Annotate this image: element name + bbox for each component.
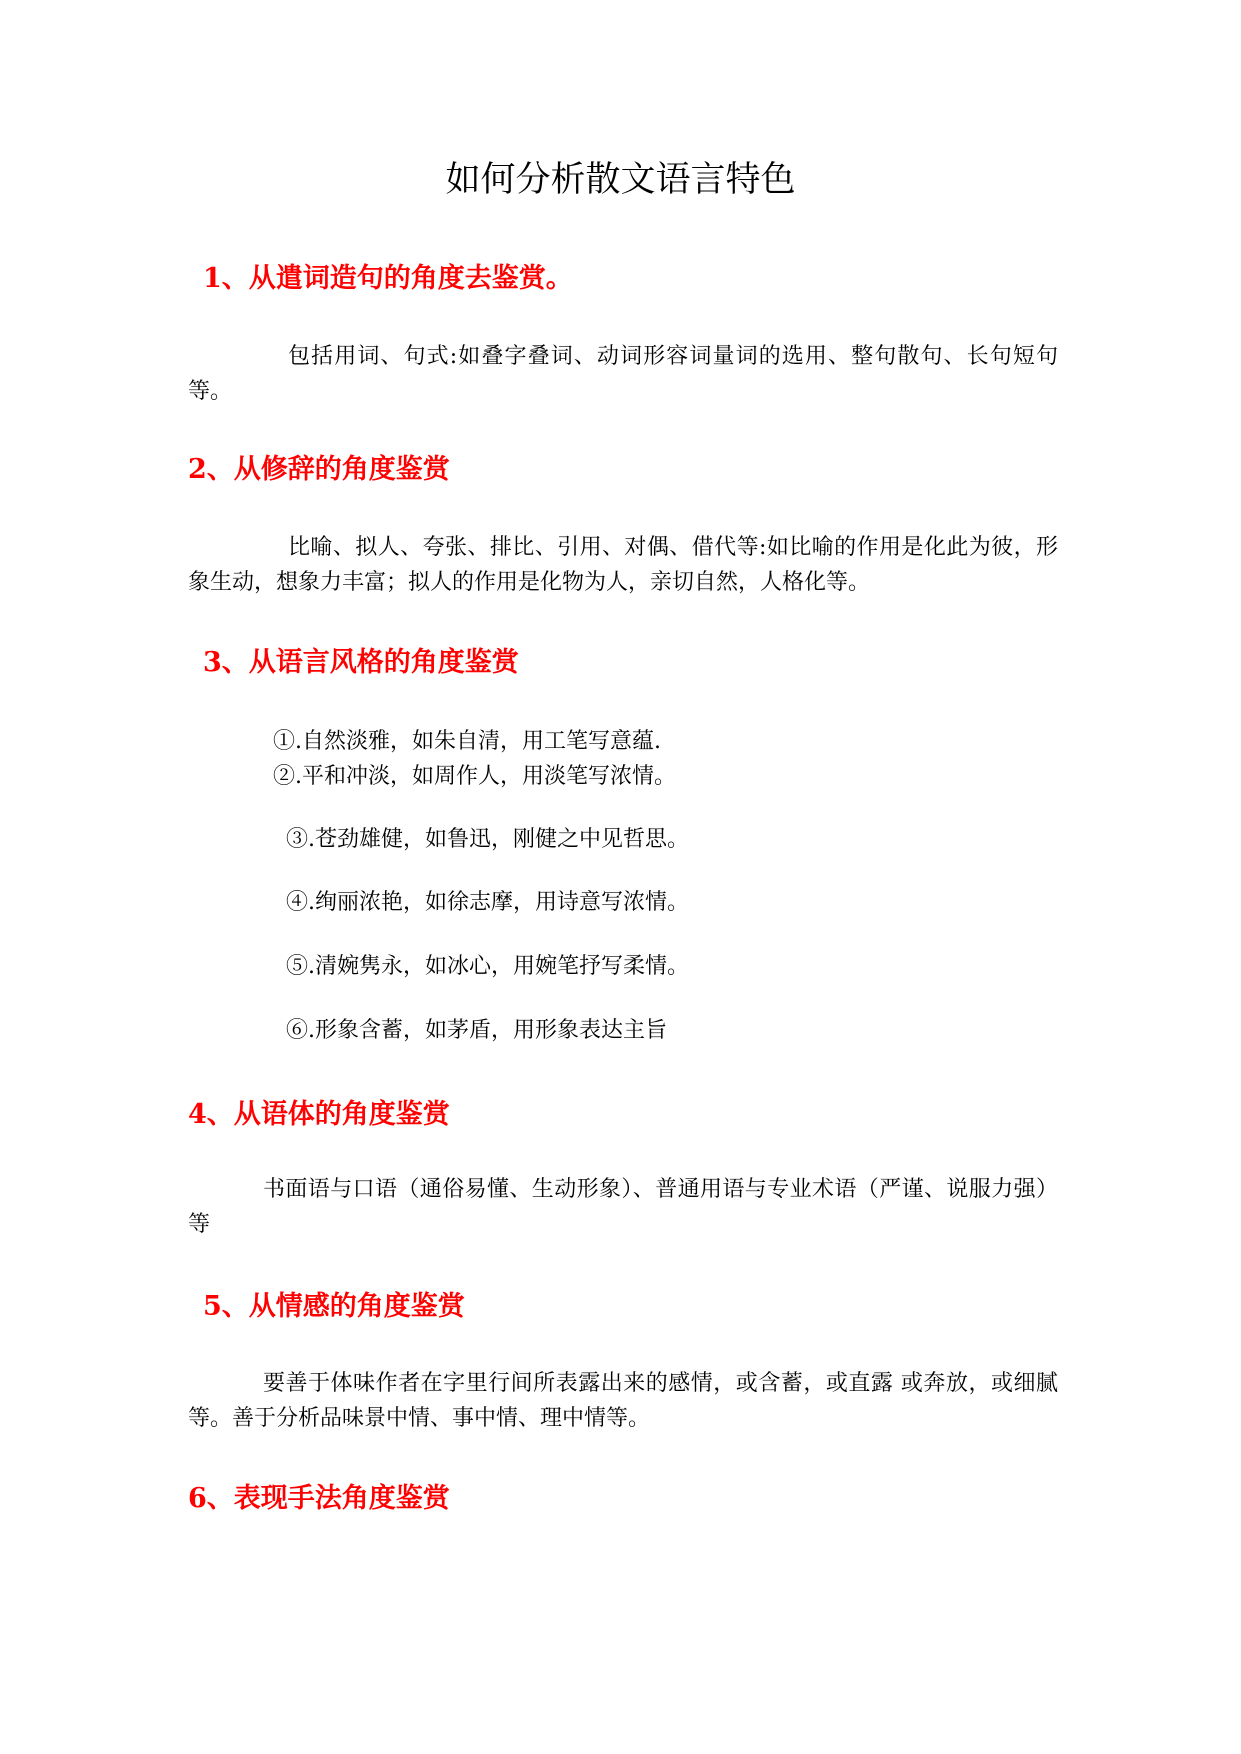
style-list-item-6: ⑥.形象含蓄，如茅盾，用形象表达主旨 — [286, 1018, 667, 1043]
style-list-item-3: ③.苍劲雄健，如鲁迅，刚健之中见哲思。 — [286, 827, 689, 852]
section-heading-2: 2、从修辞的角度鉴赏 — [188, 454, 450, 485]
section-heading-3: 3、从语言风格的角度鉴赏 — [203, 647, 519, 678]
section-body-2: 比喻、拟人、夸张、排比、引用、对偶、借代等:如比喻的作用是化此为彼，形象生动，想象力丰富；拟人的作用是化物为人，亲切自然，人格化等。 — [188, 535, 1058, 595]
style-list-item-2: ②.平和冲淡，如周作人，用淡笔写浓情。 — [273, 764, 676, 789]
style-list-item-4: ④.绚丽浓艳，如徐志摩，用诗意写浓情。 — [286, 890, 689, 915]
section-body-1: 包括用词、句式:如叠字叠词、动词形容词量词的选用、整句散句、长句短句等。 — [188, 344, 1058, 404]
section-heading-1: 1、从遣词造句的角度去鉴赏。 — [203, 263, 573, 294]
section-heading-4: 4、从语体的角度鉴赏 — [188, 1099, 450, 1130]
section-heading-6: 6、表现手法角度鉴赏 — [188, 1483, 450, 1514]
section-heading-5: 5、从情感的角度鉴赏 — [203, 1291, 465, 1322]
style-list-item-5: ⑤.清婉隽永，如冰心，用婉笔抒写柔情。 — [286, 954, 689, 979]
section-body-4: 书面语与口语（通俗易懂、生动形象）、普通用语与专业术语（严谨、说服力强）等 — [188, 1177, 1058, 1237]
style-list-item-1: ①.自然淡雅，如朱自清，用工笔写意蕴. — [273, 729, 661, 754]
document-title: 如何分析散文语言特色 — [445, 160, 796, 200]
section-body-5: 要善于体味作者在字里行间所表露出来的感情，或含蓄，或直露 或奔放，或细腻等。善于分析品味景中情、事中情、理中情等。 — [188, 1371, 1058, 1431]
